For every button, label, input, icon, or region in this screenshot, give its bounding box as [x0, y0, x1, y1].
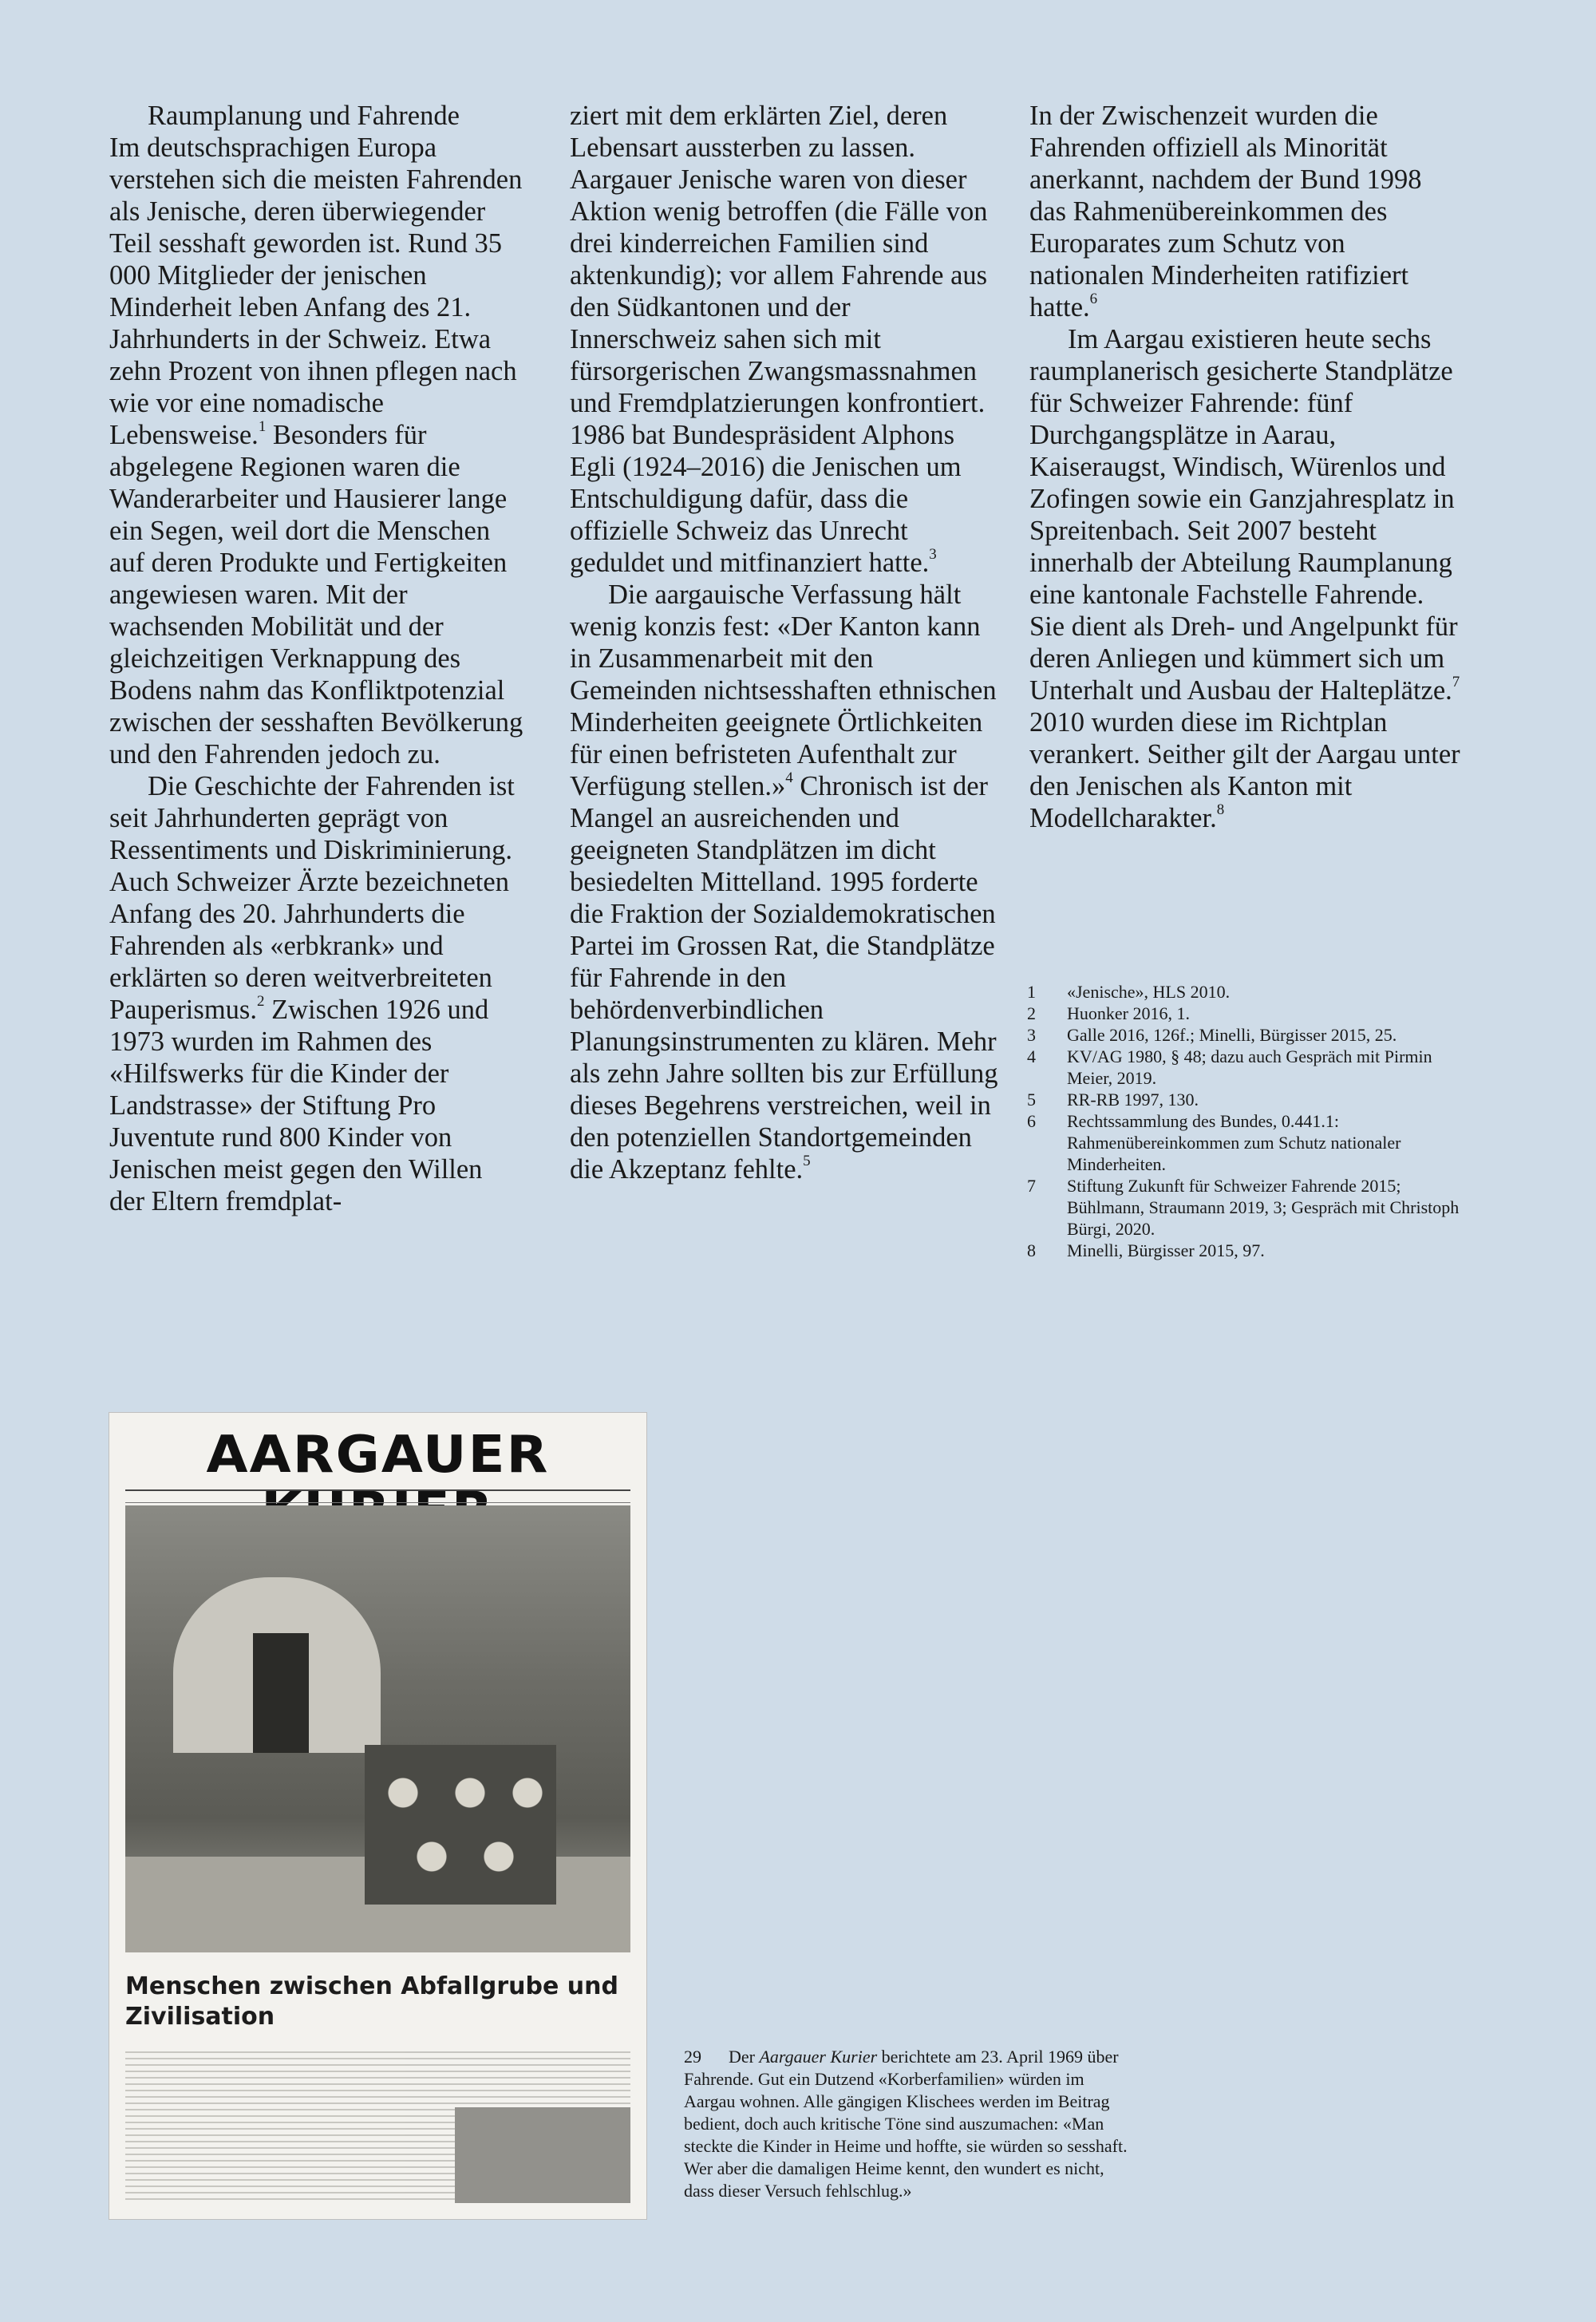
- footnote-number: 4: [1027, 1046, 1036, 1066]
- footnote-number: 5: [1027, 1090, 1036, 1110]
- paragraph: [570, 579, 1001, 1185]
- footnote-ref[interactable]: 2: [256, 992, 265, 1010]
- footnote: [1027, 981, 1462, 1003]
- footnote-text: Huonker 2016, 1.: [1067, 1003, 1190, 1023]
- caravan-door-shape: [253, 1633, 309, 1753]
- paragraph: [109, 770, 524, 1217]
- footnote-ref[interactable]: 4: [785, 769, 793, 786]
- paragraph-text: Zwischen 1926 und 1973 wurden im Rahmen des «Hilfswerks für die Kinder der Landstrasse» der Stiftung Pro Juventute rund 800 Kinder von Jenischen meist gegen den Willen der Eltern fremdplat-: [109, 995, 489, 1216]
- footnote-text: RR-RB 1997, 130.: [1067, 1090, 1199, 1110]
- paragraph-text: Im Aargau existieren heute sechs raumplanerisch gesicherte Standplätze für Schweizer Fahrende: fünf Durchgangsplätze in Aarau, Kaiseraugst, Windisch, Würenlos und Zofingen sowie ein Ganzjahresplatz in Spreitenbach. Seit 2007 besteht innerhalb der Abteilung Raumplanung eine kantonale Fachstelle Fahrende. Sie dient als Dreh- und Angelpunkt für deren Anliegen und kümmert sich um Unterhalt und Ausbau der Halteplätze.: [1029, 324, 1458, 706]
- footnote-ref[interactable]: 1: [258, 417, 267, 435]
- footnote-text: Rechtssammlung des Bundes, 0.441.1: Rahmenübereinkommen zum Schutz nationaler Minderheiten.: [1067, 1111, 1401, 1174]
- paragraph-text: 2010 wurden diese im Richtplan verankert. Seither gilt der Aargau unter den Jenischen als Kanton mit Modellcharakter.: [1029, 707, 1460, 833]
- footnote-text: Minelli, Bürgisser 2015, 97.: [1067, 1240, 1265, 1260]
- caption-italic: Aargauer Kurier: [759, 2047, 878, 2067]
- footnote-ref[interactable]: 6: [1089, 290, 1098, 307]
- figure-caption: [684, 2046, 1131, 2202]
- paragraph-text: ziert mit dem erklärten Ziel, deren Lebensart aussterben zu lassen. Aargauer Jenische waren von dieser Aktion wenig betroffen (die Fälle von drei kinderreichen Familien sind aktenkundig); vor allem Fahrende aus den Südkantonen und der Innerschweiz sahen sich mit fürsorgerischen Zwangsmassnahmen und Fremdplatzierungen konfrontiert. 1986 bat Bundespräsident Alphons Egli (1924–2016) die Jenischen um Entschuldigung dafür, dass die offizielle Schweiz das Unrecht geduldet und mitfinanziert hatte.: [570, 101, 988, 578]
- paragraph: [109, 132, 524, 770]
- section-heading: Raumplanung und Fahrende: [148, 101, 460, 131]
- footnote-number: 8: [1027, 1240, 1036, 1260]
- text-column-2: [570, 100, 1001, 1185]
- footnote: [1027, 1003, 1462, 1024]
- paragraph-text: Chronisch ist der Mangel an ausreichenden und geeigneten Standplätzen im dicht besiedelten Mittelland. 1995 forderte die Fraktion der Sozialdemokratischen Partei im Grossen Rat, die Standplätze für Fahrende in den behördenverbindlichen Planungsinstrumenten zu klären. Mehr als zehn Jahre sollten bis zur Erfüllung dieses Begehrens verstreichen, weil in den potenziellen Standortgemeinden die Akzeptanz fehlte.: [570, 771, 998, 1185]
- footnote-ref[interactable]: 7: [1452, 673, 1460, 690]
- paragraph-text: Die Geschichte der Fahrenden ist seit Jahrhunderten geprägt von Ressentiments und Diskriminierung. Auch Schweizer Ärzte bezeichneten Anfang des 20. Jahrhunderts die Fahrenden als «erbkrank» und erklärten so deren weitverbreiteten Pauperismus.: [109, 771, 515, 1025]
- newspaper-clipping-image: [109, 1413, 646, 2219]
- text-column-1: [109, 100, 524, 1217]
- newspaper-masthead: AARGAUER: [206, 1426, 550, 1485]
- newspaper-body-text: [125, 2051, 630, 2203]
- footnote-text: «Jenische», HLS 2010.: [1067, 982, 1231, 1002]
- newspaper-photo: [125, 1505, 630, 1952]
- footnote-ref[interactable]: 3: [929, 545, 937, 563]
- paragraph-text: Im deutschsprachigen Europa verstehen sich die meisten Fahrenden als Jenische, deren überwiegender Teil sesshaft geworden ist. Rund 35 000 Mitglieder der jenischen Minderheit leben Anfang des 21. Jahrhunderts in der Schweiz. Etwa zehn Prozent von ihnen pflegen nach wie vor eine nomadische Lebensweise.: [109, 133, 523, 450]
- footnote: [1027, 1024, 1462, 1046]
- footnote: [1027, 1046, 1462, 1089]
- paragraph-text: Besonders für abgelegene Regionen waren die Wanderarbeiter und Hausierer lange ein Segen, weil dort die Menschen auf deren Produkte und Fertigkeiten angewiesen waren. Mit der wachsenden Mobilität und der gleichzeitigen Verknappung des Bodens nahm das Konfliktpotenzial zwischen der sesshaften Bevölkerung und den Fahrenden jedoch zu.: [109, 420, 523, 769]
- footnote-number: 3: [1027, 1025, 1036, 1045]
- caption-text: Der: [729, 2047, 760, 2067]
- footnote-text: KV/AG 1980, § 48; dazu auch Gespräch mit Pirmin Meier, 2019.: [1067, 1046, 1432, 1088]
- footnote-text: Galle 2016, 126f.; Minelli, Bürgisser 2015, 25.: [1067, 1025, 1397, 1045]
- footnote-ref[interactable]: 8: [1216, 801, 1225, 818]
- footnote-number: 7: [1027, 1176, 1036, 1196]
- footnote: [1027, 1240, 1462, 1261]
- woodpile-shape: [365, 1745, 556, 1905]
- footnotes-list: [1027, 981, 1462, 1261]
- paragraph-text: Die aargauische Verfassung hält wenig konzis fest: «Der Kanton kann in Zusammenarbeit mit den Gemeinden nichtsesshaften ethnischen Minderheiten geeignete Örtlichkeiten für einen befristeten Aufenthalt zur Verfügung stellen.»: [570, 580, 997, 801]
- paragraph: [1029, 100, 1464, 323]
- footnote-number: 6: [1027, 1111, 1036, 1131]
- footnote-text: Stiftung Zukunft für Schweizer Fahrende 2015; Bühlmann, Straumann 2019, 3; Gespräch mit Christoph Bürgi, 2020.: [1067, 1176, 1460, 1239]
- footnote-number: 1: [1027, 982, 1036, 1002]
- newspaper-headline: Menschen zwischen Abfallgrube und Zivilisation: [125, 1972, 618, 2031]
- paragraph: [1029, 323, 1464, 834]
- footnote: [1027, 1110, 1462, 1175]
- newspaper-small-photo: [455, 2107, 630, 2203]
- caption-text: berichtete am 23. April 1969 über Fahrende. Gut ein Dutzend «Korberfamilien» würden im Aargau wohnen. Alle gängigen Klischees werden im Beitrag bedient, doch auch kritische Töne sind auszumachen: «Man steckte die Kinder in Heime und hoffte, sie würden so sesshaft. Wer aber die damaligen Heime kennt, den wundert es nicht, dass dieser Versuch fehlschlug.»: [684, 2047, 1128, 2201]
- figure-number: 29: [684, 2047, 701, 2067]
- footnote-ref[interactable]: 5: [803, 1152, 811, 1169]
- footnote: [1027, 1175, 1462, 1240]
- newspaper-dateline-rule: [125, 1489, 630, 1503]
- footnote: [1027, 1089, 1462, 1110]
- text-column-3: [1029, 100, 1464, 834]
- paragraph: [570, 100, 1001, 579]
- footnote-number: 2: [1027, 1003, 1036, 1023]
- paragraph-text: In der Zwischenzeit wurden die Fahrenden offiziell als Minorität anerkannt, nachdem der Bund 1998 das Rahmenübereinkommen des Europarates zum Schutz von nationalen Minderheiten ratifiziert hatte.: [1029, 101, 1422, 322]
